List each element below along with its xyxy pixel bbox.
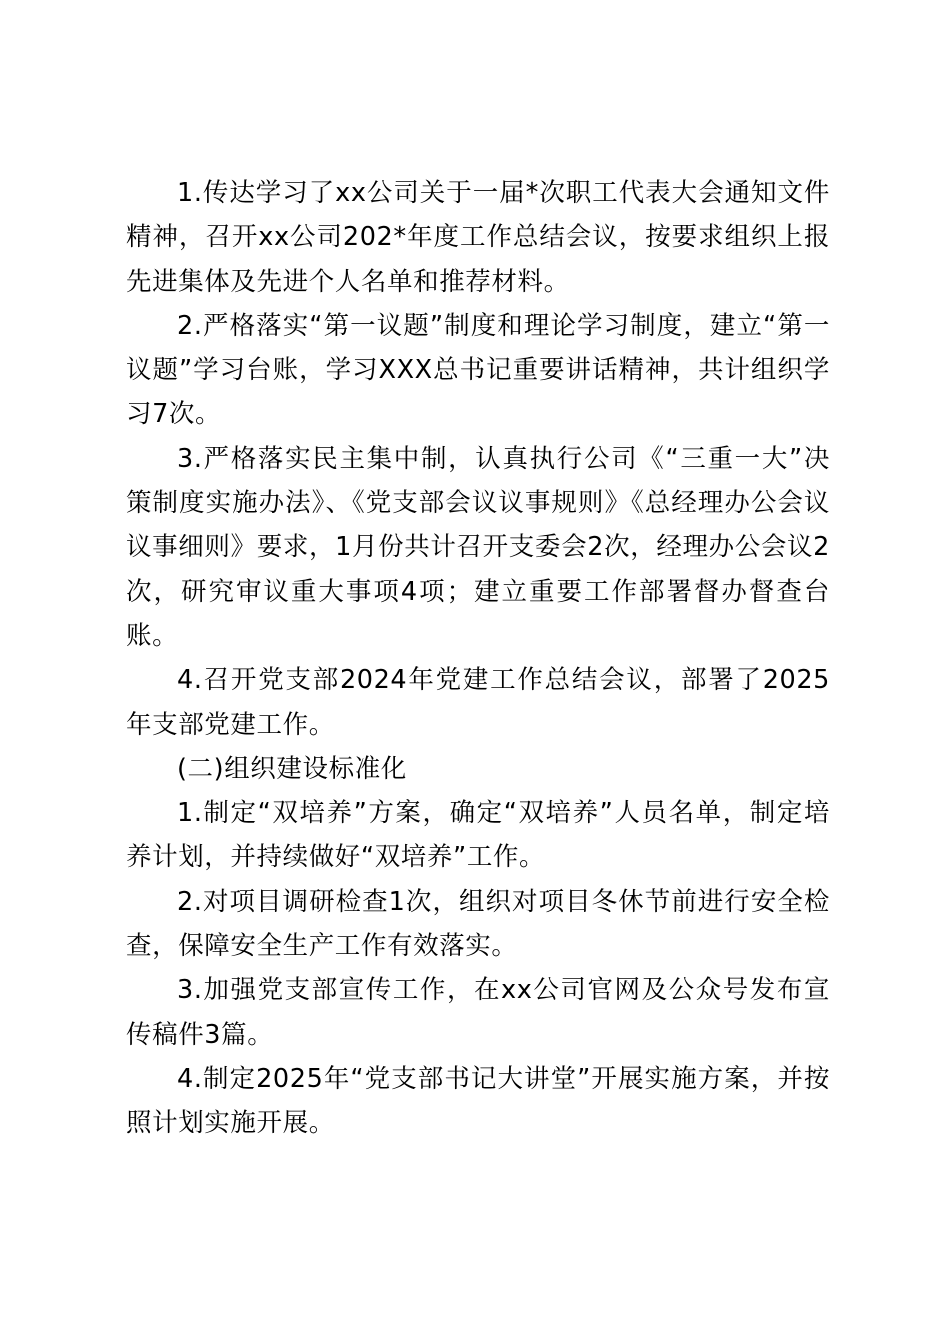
paragraph-political-study-1: 1.传达学习了xx公司关于一届*次职工代表大会通知文件精神，召开xx公司202*年度工作总结会议，按要求组织上报先进集体及先进个人名单和推荐材料。 [126,178,830,297]
document-body [126,171,830,1146]
section-heading-organization: (二)组织建设标准化 [177,753,407,784]
paragraph-organization-2: 2.对项目调研检查1次，组织对项目冬休节前进行安全检查，保障安全生产工作有效落实。 [126,886,830,962]
paragraph-political-study-3: 3.严格落实民主集中制，认真执行公司《“三重一大”决策制度实施办法》、《党支部会议议事规则》《总经理办公会议议事细则》要求，1月份共计召开支委会2次，经理办公会议2次，研究审议重大事项4项；建立重要工作部署督办督查台账。 [126,443,830,651]
paragraph-organization-4: 4.制定2025年“党支部书记大讲堂”开展实施方案，并按照计划实施开展。 [126,1063,830,1139]
paragraph-political-study-2: 2.严格落实“第一议题”制度和理论学习制度，建立“第一议题”学习台账，学习XXX总书记重要讲话精神，共计组织学习7次。 [126,310,830,430]
paragraph-organization-3: 3.加强党支部宣传工作，在xx公司官网及公众号发布宣传稿件3篇。 [126,975,830,1050]
paragraph-political-study-4: 4.召开党支部2024年党建工作总结会议，部署了2025年支部党建工作。 [126,665,830,740]
paragraph-organization-1: 1.制定“双培养”方案，确定“双培养”人员名单，制定培养计划，并持续做好“双培养”工作。 [126,798,830,873]
